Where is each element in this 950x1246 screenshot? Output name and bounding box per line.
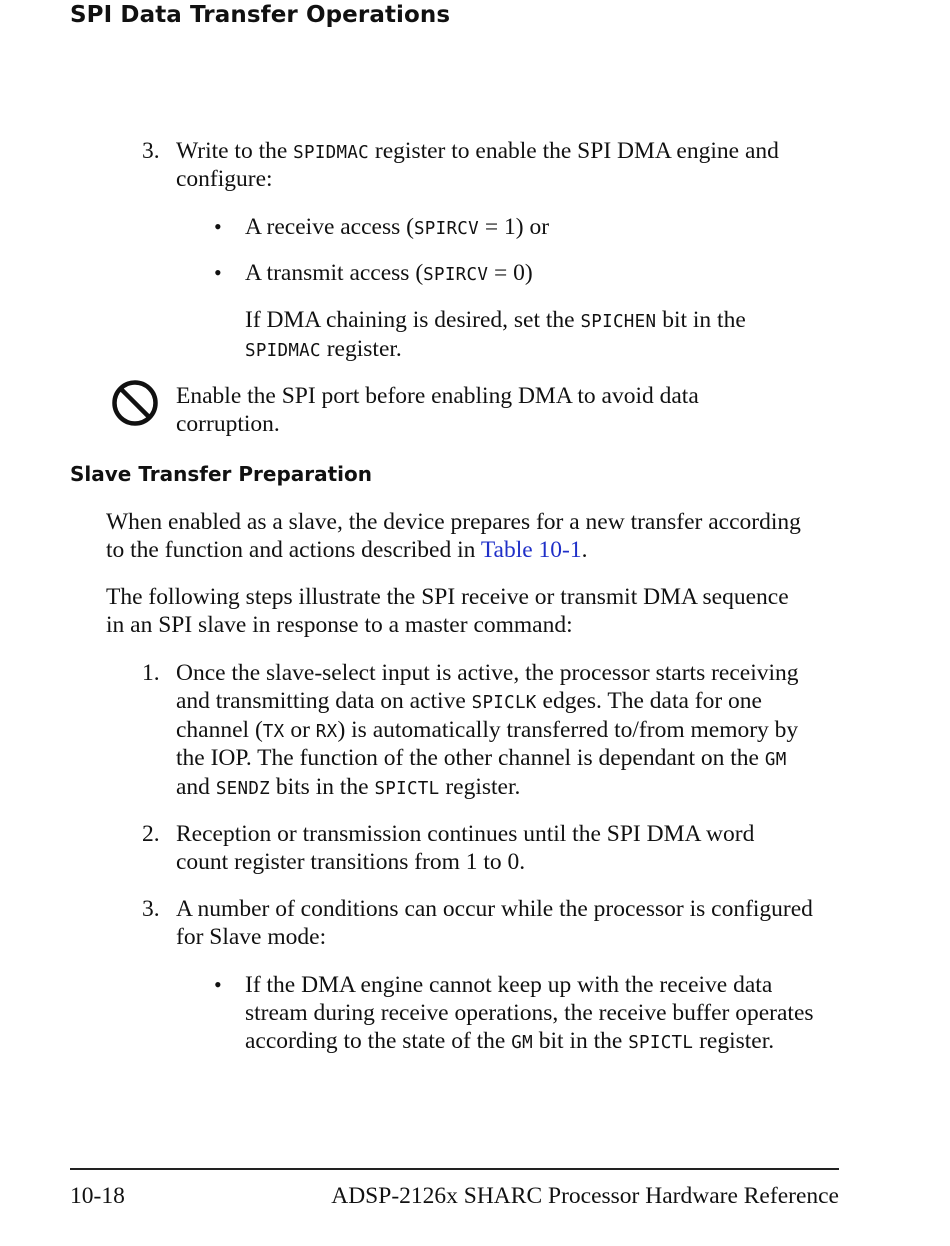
step-text-line: count register transitions from 1 to 0. <box>176 849 526 875</box>
page-number: 10-18 <box>70 1183 125 1209</box>
footer-title: ADSP-2126x SHARC Processor Hardware Reference <box>331 1183 839 1209</box>
code-term: SENDZ <box>215 779 270 799</box>
step-number: 3. <box>142 138 160 164</box>
step-number: 1. <box>142 660 160 686</box>
step-text-line: the IOP. The function of the other channel is dependant on the GM <box>176 745 787 771</box>
code-term: SPICTL <box>374 779 440 799</box>
bullet-marker: • <box>214 972 222 997</box>
paragraph-line: The following steps illustrate the SPI receive or transmit DMA sequence <box>106 584 789 610</box>
paragraph-line: to the function and actions described in Table 10-1. <box>106 537 588 563</box>
step-text-line: and SENDZ bits in the SPICTL register. <box>176 774 521 800</box>
step-text-line: for Slave mode: <box>176 924 327 950</box>
step-text-line: and transmitting data on active SPICLK edges. The data for one <box>176 688 762 714</box>
code-term: SPIRCV <box>413 219 479 239</box>
bullet-marker: • <box>214 260 222 285</box>
section-heading: Slave Transfer Preparation <box>70 462 373 486</box>
bullet-marker: • <box>214 214 222 239</box>
code-term: SPIRCV <box>423 265 489 285</box>
chaining-note-line: SPIDMAC register. <box>245 336 402 362</box>
prohibited-icon <box>111 379 159 427</box>
paragraph-line: When enabled as a slave, the device prepares for a new transfer according <box>106 509 801 535</box>
code-term: SPICLK <box>471 693 537 713</box>
bullet-text: A transmit access (SPIRCV = 0) <box>245 260 533 286</box>
bullet-text: according to the state of the GM bit in the SPICTL register. <box>245 1028 775 1054</box>
code-term: GM <box>764 750 787 770</box>
step-number: 3. <box>142 896 160 922</box>
bullet-text: stream during receive operations, the receive buffer operates <box>245 1000 814 1026</box>
step-text-line: Reception or transmission continues until the SPI DMA word <box>176 821 755 847</box>
code-term: RX <box>315 722 338 742</box>
caution-text-line: Enable the SPI port before enabling DMA to avoid data <box>176 383 699 409</box>
page-header-title: SPI Data Transfer Operations <box>70 2 451 28</box>
code-term: SPIDMAC <box>293 143 370 163</box>
code-term: SPICTL <box>628 1033 694 1053</box>
table-link[interactable]: Table 10-1 <box>480 537 582 563</box>
code-term: TX <box>262 722 285 742</box>
footer-divider <box>70 1168 839 1170</box>
paragraph-line: in an SPI slave in response to a master command: <box>106 612 573 638</box>
step-text-line: channel (TX or RX) is automatically transferred to/from memory by <box>176 717 799 743</box>
step-text-line: configure: <box>176 166 273 192</box>
caution-text-line: corruption. <box>176 411 280 437</box>
chaining-note-line: If DMA chaining is desired, set the SPICHEN bit in the <box>245 307 746 333</box>
code-term: SPICHEN <box>580 312 657 332</box>
bullet-text: A receive access (SPIRCV = 1) or <box>245 214 550 240</box>
code-term: GM <box>511 1033 533 1053</box>
step-text-line: A number of conditions can occur while the processor is configured <box>176 896 813 922</box>
step-number: 2. <box>142 821 160 847</box>
code-term: SPIDMAC <box>245 341 321 361</box>
step-text-line: Once the slave-select input is active, the processor starts receiving <box>176 660 799 686</box>
step-text-line: Write to the SPIDMAC register to enable the SPI DMA engine and <box>176 138 779 164</box>
bullet-text: If the DMA engine cannot keep up with the receive data <box>245 972 773 998</box>
